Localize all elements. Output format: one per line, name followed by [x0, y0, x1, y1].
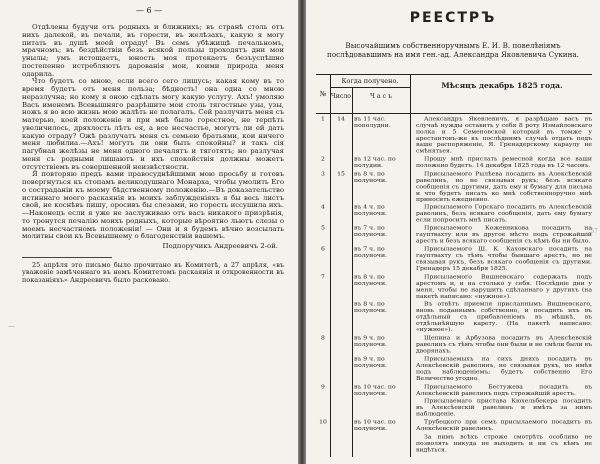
paragraph: Что будетъ со мною, если всего сего лишусь; какая кому въ то время будетъ отъ меня польза; бѣдность! она одна со мною неразлучна; но кому я оною сдѣлать могу какую услугу. Ахъ! умоляю Васъ именемъ Всевышняго разрѣшите мои столь тягостные узы, узы, ножъ я во всю жизнь мою жалѣть не полагалъ. Сей разлучитъ меня съ матерью, коей положеніе и при мнѣ было горестное, не терпѣть увеличилось, дряхлость лѣтъ ея, а все несчастье, могутъ ли ей дать какую отраду? Ожѣ разлучатъ меня съ семьею братьями, кои ничего меня любилиа.—Ахъ! могутъ ли они быть спокойны? и такъ сія пагубная желѣзы не меня одного печалятъ и тяготятъ; но разлучая меня съ родными лишаютъ и ихъ спокойствія должны можетъ отсутствіемъ въ совершенной неизвѣстности.: [22, 77, 284, 171]
row-time: въ 9 ч. по полуночи.: [354, 356, 387, 370]
row-number: 3: [321, 170, 325, 177]
row-number: 9: [321, 383, 325, 391]
letter-body: [22, 24, 284, 284]
col-hour: Ч а с ъ: [370, 93, 392, 100]
paragraph: Отдѣлены будучи отъ родныхъ и ближнихъ; въ странѣ столь отъ нихъ далекой, въ печали, въ горести, въ желѣзахъ, какую я могу питать въ душѣ моей отраду! Въ семъ убѣжищѣ печальномъ, мрачномъ; въ бездѣйствіи безъ всякой пользы проходятъ дни мои унылы; умъ истощаетъ, юность моя протекаетъ безъуспѣшно постепенно истребляютъ дарованія мои, коими природа меня одарила.: [22, 23, 284, 78]
row-text: Присылаемого Рылѣева посадить въ Алексѣевскій равелинъ, но не связывая рукъ; безъ всякаго сообщенія съ другими, дать ему и бумагу для письма и что будетъ писать ко мнѣ собственноручно мнѣ приносить ежедневно.: [416, 170, 592, 203]
row-time: въ 11 час. пополудни.: [354, 115, 391, 129]
row-number: 7: [321, 273, 325, 281]
register-table: [316, 112, 592, 457]
row-text: Присылаемого Кожевникова посадить на гауптвахту или въ другое мѣсто подъ строжайшій арестъ и безъ всякаго сообщенія съ кѣмъ бы ни было.: [416, 225, 592, 245]
row-number: 2: [321, 155, 325, 163]
col-received-label: Когда получено.: [341, 77, 399, 85]
divider: [22, 257, 112, 258]
row-number: 4: [321, 204, 325, 211]
table-header: [316, 74, 592, 114]
footnote: 25 апрѣля это письмо было прочитано въ Комитетѣ, а 27 апрѣля, «въ уваженіе замѣченнаго въ немъ Комитетомъ раскаянія и откровенности въ показаніяхъ» Андреевичъ было расковано.: [22, 260, 284, 284]
row-time: въ 8 ч. по полуночи.: [354, 273, 387, 287]
row-day: 15: [337, 170, 345, 177]
col-day: Число: [330, 93, 352, 100]
right-page: [306, 0, 600, 464]
row-text: Въ отвѣтъ приемля присланнымъ Вишневскаго, вновь поданнымъ собственно, и посадить ихъ въ отдѣльный съ прибавленіемъ въ мѣшкѣ, въ отдѣльнѣйшую карету. (На пакетѣ написано: «нужное»).: [416, 301, 592, 334]
row-text: Присылаемого Горскаго посадить въ Алексѣевскій равелинъ, безъ всякаго сообщенія, дать ему бумагу если попроситъ мнѣ писать.: [416, 204, 592, 224]
row-number: 8: [321, 335, 325, 342]
row-time: въ 8 ч. по полуночи.: [354, 301, 387, 315]
row-text: Присылаемого Вишневскаго содержать подъ арестомъ и, и на столько у себя. Послѣдніе дни у меня, чтобы не нарушить сдѣланнаго у другихъ (на пакетѣ написано: «нужное»).: [416, 273, 592, 300]
row-time: въ 10 час. по полуночи.: [354, 419, 396, 433]
register-title: РЕЕСТРЪ: [409, 10, 497, 26]
row-time: въ 9 ч. по полуночи.: [354, 335, 387, 348]
row-time: въ 4 ч. по полуночи.: [354, 204, 387, 218]
col-received: [330, 75, 411, 113]
margin-mark: —: [8, 322, 15, 330]
row-day: 14: [337, 115, 345, 123]
row-time: въ 12 час. по полудни.: [354, 155, 396, 169]
row-text: Присылаемого Бестужева посадить въ Алексѣевскій равелинъ подъ строжайшій арестъ.: [416, 383, 592, 397]
row-number: 5: [321, 225, 325, 232]
row-text: Щепина и Арбузова посадить въ Алексѣевскій равелинъ съ тѣмъ чтобы они были и не смѣли были въ дворянахъ.: [416, 335, 592, 355]
row-text: За нимъ всѣхъ строже смотрѣть особливо не позволять никуда не выходить и ни съ кѣмъ не видѣться.: [416, 433, 592, 454]
row-number: 1: [321, 115, 325, 123]
row-text: Присылаемого Ш. К. Каховскаго посадить на гауптвахту съ тѣмъ чтобы бывшаго арестъ, но не связывая рукъ, безъ всякаго сообщенія съ другими. Гренадеръ 15 декабря 1825.: [416, 246, 592, 273]
row-number: 10: [319, 419, 327, 426]
col-number: №: [316, 75, 331, 113]
signature: Подпоручикъ Андреевичъ 2-ой.: [162, 242, 278, 250]
row-text: Александръ Якевлевичъ, я разрѣшаю васъ въ случаѣ нужды оставить у себя 8 роту Измайловскаго полка и 5 Семеновской который въ томже у арестантовъ-же въ послѣднимъ случаѣ отдать подъ ваше распоряженіе, Я. Гренадерскому караулу не смѣнятьея.: [416, 115, 592, 155]
row-text: Присылаемаго пристава Кюхельбекера посадить въ Алексѣевскій равелинъ и имѣть за нимъ наблюденіе.: [416, 398, 592, 418]
register-subtitle: Высочайшимъ собственноручнымъ Е. И. В. повелѣніямъ послѣдовавшимъ на имя ген.-ад. Александра Яковлевича Сукина.: [327, 41, 579, 59]
row-time: въ 10 час. по полуночи.: [354, 383, 396, 397]
col-month: Мѣсяцъ декабрь 1825 года.: [441, 81, 563, 90]
row-text: Присылаемыхъ на сихъ дняхъ посадить въ Алексѣевскій равелинъ, не связывая рукъ, но имѣя подъ наблюденіемъ; будетъ собственно Его Величество угодно.: [416, 356, 592, 382]
page-number: — 6 —: [135, 6, 163, 15]
left-page: [0, 0, 298, 464]
book-gutter: [298, 0, 306, 464]
row-text: Прошу мнѣ прислать ремесной когда все ваши положено будетъ. 14 декабря 1825 года въ 12 часовъ.: [416, 155, 592, 169]
row-number: 6: [321, 246, 325, 253]
margin-note: 57: [590, 228, 598, 235]
row-time: въ 7 ч. по полуночи.: [354, 225, 387, 239]
row-time: въ 7 ч. по полуночи.: [354, 246, 387, 260]
row-text: Трубецкого при семъ присылаемого посадить въ Алексѣевскій равелинъ.: [416, 419, 592, 433]
paragraph: Я повторяю предъ вами правосуднѣйшими мою просьбу и готовъ повергнуться къ стопамъ великодушнаго Монарха, чтобы умолить Его о состраданіи къ моему бѣдственному положенію.—Въ доказательство истиннаго моего раскаянія въ моихъ заблужденіяхъ я бы весь листъ свой, не коснѣвъ пишу, оросивъ бы слезами, но горесть иссушила ихъ.—Наконецъ если я уже не заслуживаю отъ васъ никакого призрѣнія, то тронутся печалію моихъ родныхъ, которые вѣроятно льютъ слезы о моемъ несчастномъ положеніи! — Они и я будемъ вѣчно возсылать молитвы свои къ Всевышнему о благоденствіи вашемъ.: [22, 170, 284, 241]
row-time: въ 8 ч. по полуночи.: [354, 170, 387, 184]
